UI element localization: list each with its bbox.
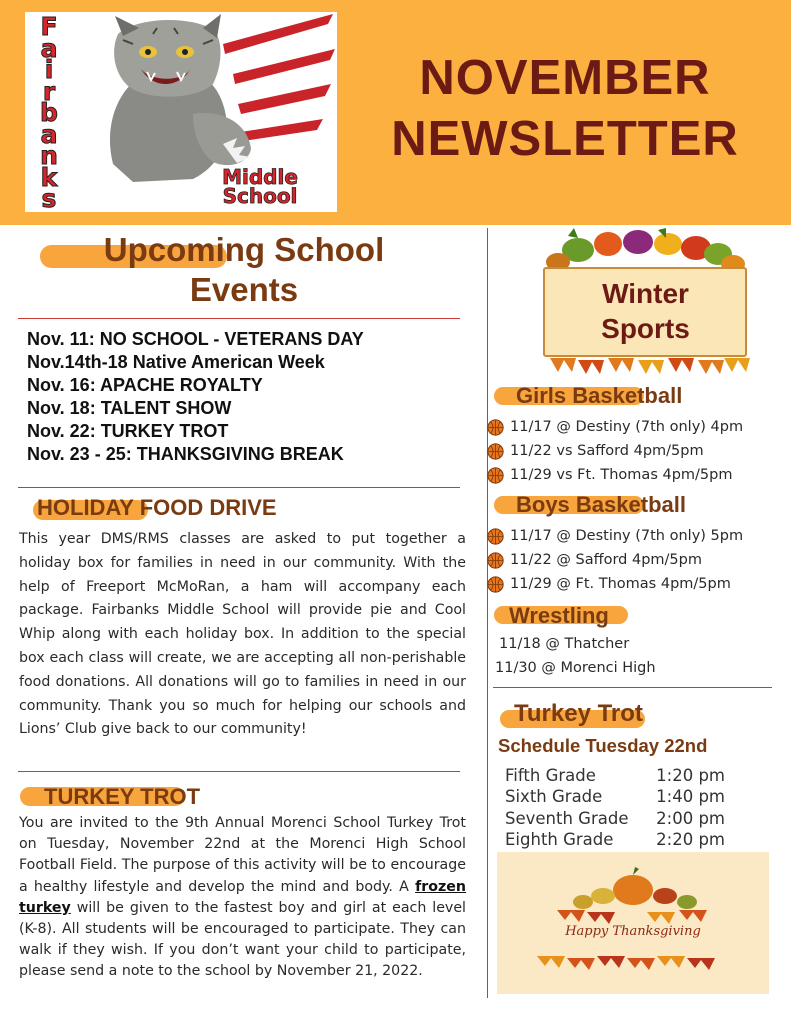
- schedule-row: Seventh Grade 2:00 pm: [505, 808, 725, 828]
- girls-games-list: [487, 415, 743, 487]
- schedule-row: Sixth Grade 1:40 pm: [505, 787, 725, 807]
- event-item: Nov. 22: TURKEY TROT: [27, 421, 229, 441]
- game-row: 11/29 vs Ft. Thomas 4pm/5pm: [487, 463, 743, 487]
- event-item: Nov. 11: NO SCHOOL - VETERANS DAY: [27, 329, 364, 349]
- events-heading: Upcoming School Events: [103, 231, 385, 308]
- logo-middle-school-text: Middle School: [222, 165, 298, 208]
- school-logo: [25, 12, 337, 212]
- basketball-icon: [487, 576, 504, 593]
- trot-schedule-subheading: Schedule Tuesday 22nd: [498, 735, 708, 756]
- frozen-turkey-link[interactable]: frozen turkey: [19, 878, 466, 916]
- basketball-icon: [487, 552, 504, 569]
- bobcat-mascot-icon: [73, 14, 335, 184]
- event-item: Nov. 23 - 25: THANKSGIVING BREAK: [27, 444, 344, 464]
- game-row: 11/29 @ Ft. Thomas 4pm/5pm: [487, 572, 743, 596]
- wrestling-heading: Wrestling: [509, 603, 609, 628]
- food-drive-heading: HOLIDAY FOOD DRIVE: [37, 495, 277, 520]
- basketball-icon: [487, 467, 504, 484]
- header-banner: [0, 0, 791, 225]
- schedule-row: Eighth Grade 2:20 pm: [505, 830, 725, 850]
- game-row: 11/17 @ Destiny (7th only) 5pm: [487, 524, 743, 548]
- thanksgiving-decoration-icon: [497, 852, 769, 994]
- trot-schedule-heading: Turkey Trot: [514, 700, 643, 727]
- basketball-icon: [487, 443, 504, 460]
- boys-basketball-heading: Boys Basketball: [516, 492, 686, 517]
- game-row: 11/22 vs Safford 4pm/5pm: [487, 439, 743, 463]
- thanksgiving-greeting: Happy Thanksgiving: [565, 924, 701, 939]
- turkey-trot-heading: TURKEY TROT: [44, 784, 201, 809]
- girls-basketball-heading: Girls Basketball: [516, 383, 683, 408]
- trot-schedule-table: [505, 765, 735, 851]
- basketball-icon: [487, 419, 504, 436]
- events-list: [27, 328, 467, 466]
- winter-sports-title: Winter Sports: [601, 278, 690, 344]
- divider-rule: [493, 687, 772, 688]
- game-row: 11/22 @ Safford 4pm/5pm: [487, 548, 743, 572]
- thanksgiving-card: [497, 852, 769, 994]
- turkey-trot-body: You are invited to the 9th Annual Morenci School Turkey Trot on Tuesday, November 22nd at the Morenci High School Football Field. The purpose of this activity will be to encourage a healthy lifestyle and develop the mind and body. A frozen turkey will be given to the fastest boy and girl at each level (K-8). All students will be encouraged to participate. They can walk if they wish. If you don’t want your child to participate, please send a note to the school by November 21, 2022.: [19, 815, 466, 980]
- newsletter-title: NOVEMBER NEWSLETTER: [391, 51, 739, 166]
- boys-games-list: [487, 524, 743, 596]
- event-item: Nov. 18: TALENT SHOW: [27, 398, 232, 418]
- food-drive-body: This year DMS/RMS classes are asked to put together a holiday box for families in need in our community. With the help of Freeport McMoRan, a ham will accompany each package. Fairbanks Middle School will provide pie and Cool Whip along with each holiday box. In addition to the special box each class will create, we are accepting all non-perishable food donations. All donations will go to families in need in our community. Thank you so much for helping our schools and Lions’ Club give back to our community!: [19, 531, 466, 738]
- wrestling-match: 11/18 @ Thatcher: [499, 636, 630, 652]
- divider-rule: [18, 771, 460, 772]
- schedule-row: Fifth Grade 1:20 pm: [505, 766, 725, 785]
- logo-vertical-text: F a i r b a n k s: [40, 12, 58, 212]
- game-row: 11/17 @ Destiny (7th only) 4pm: [487, 415, 743, 439]
- event-item: Nov. 16: APACHE ROYALTY: [27, 375, 263, 395]
- column-divider: [487, 228, 488, 998]
- basketball-icon: [487, 528, 504, 545]
- divider-rule: [18, 318, 460, 319]
- divider-rule: [18, 487, 460, 488]
- wrestling-match: 11/30 @ Morenci High: [495, 660, 656, 676]
- event-item: Nov.14th-18 Native American Week: [27, 352, 325, 372]
